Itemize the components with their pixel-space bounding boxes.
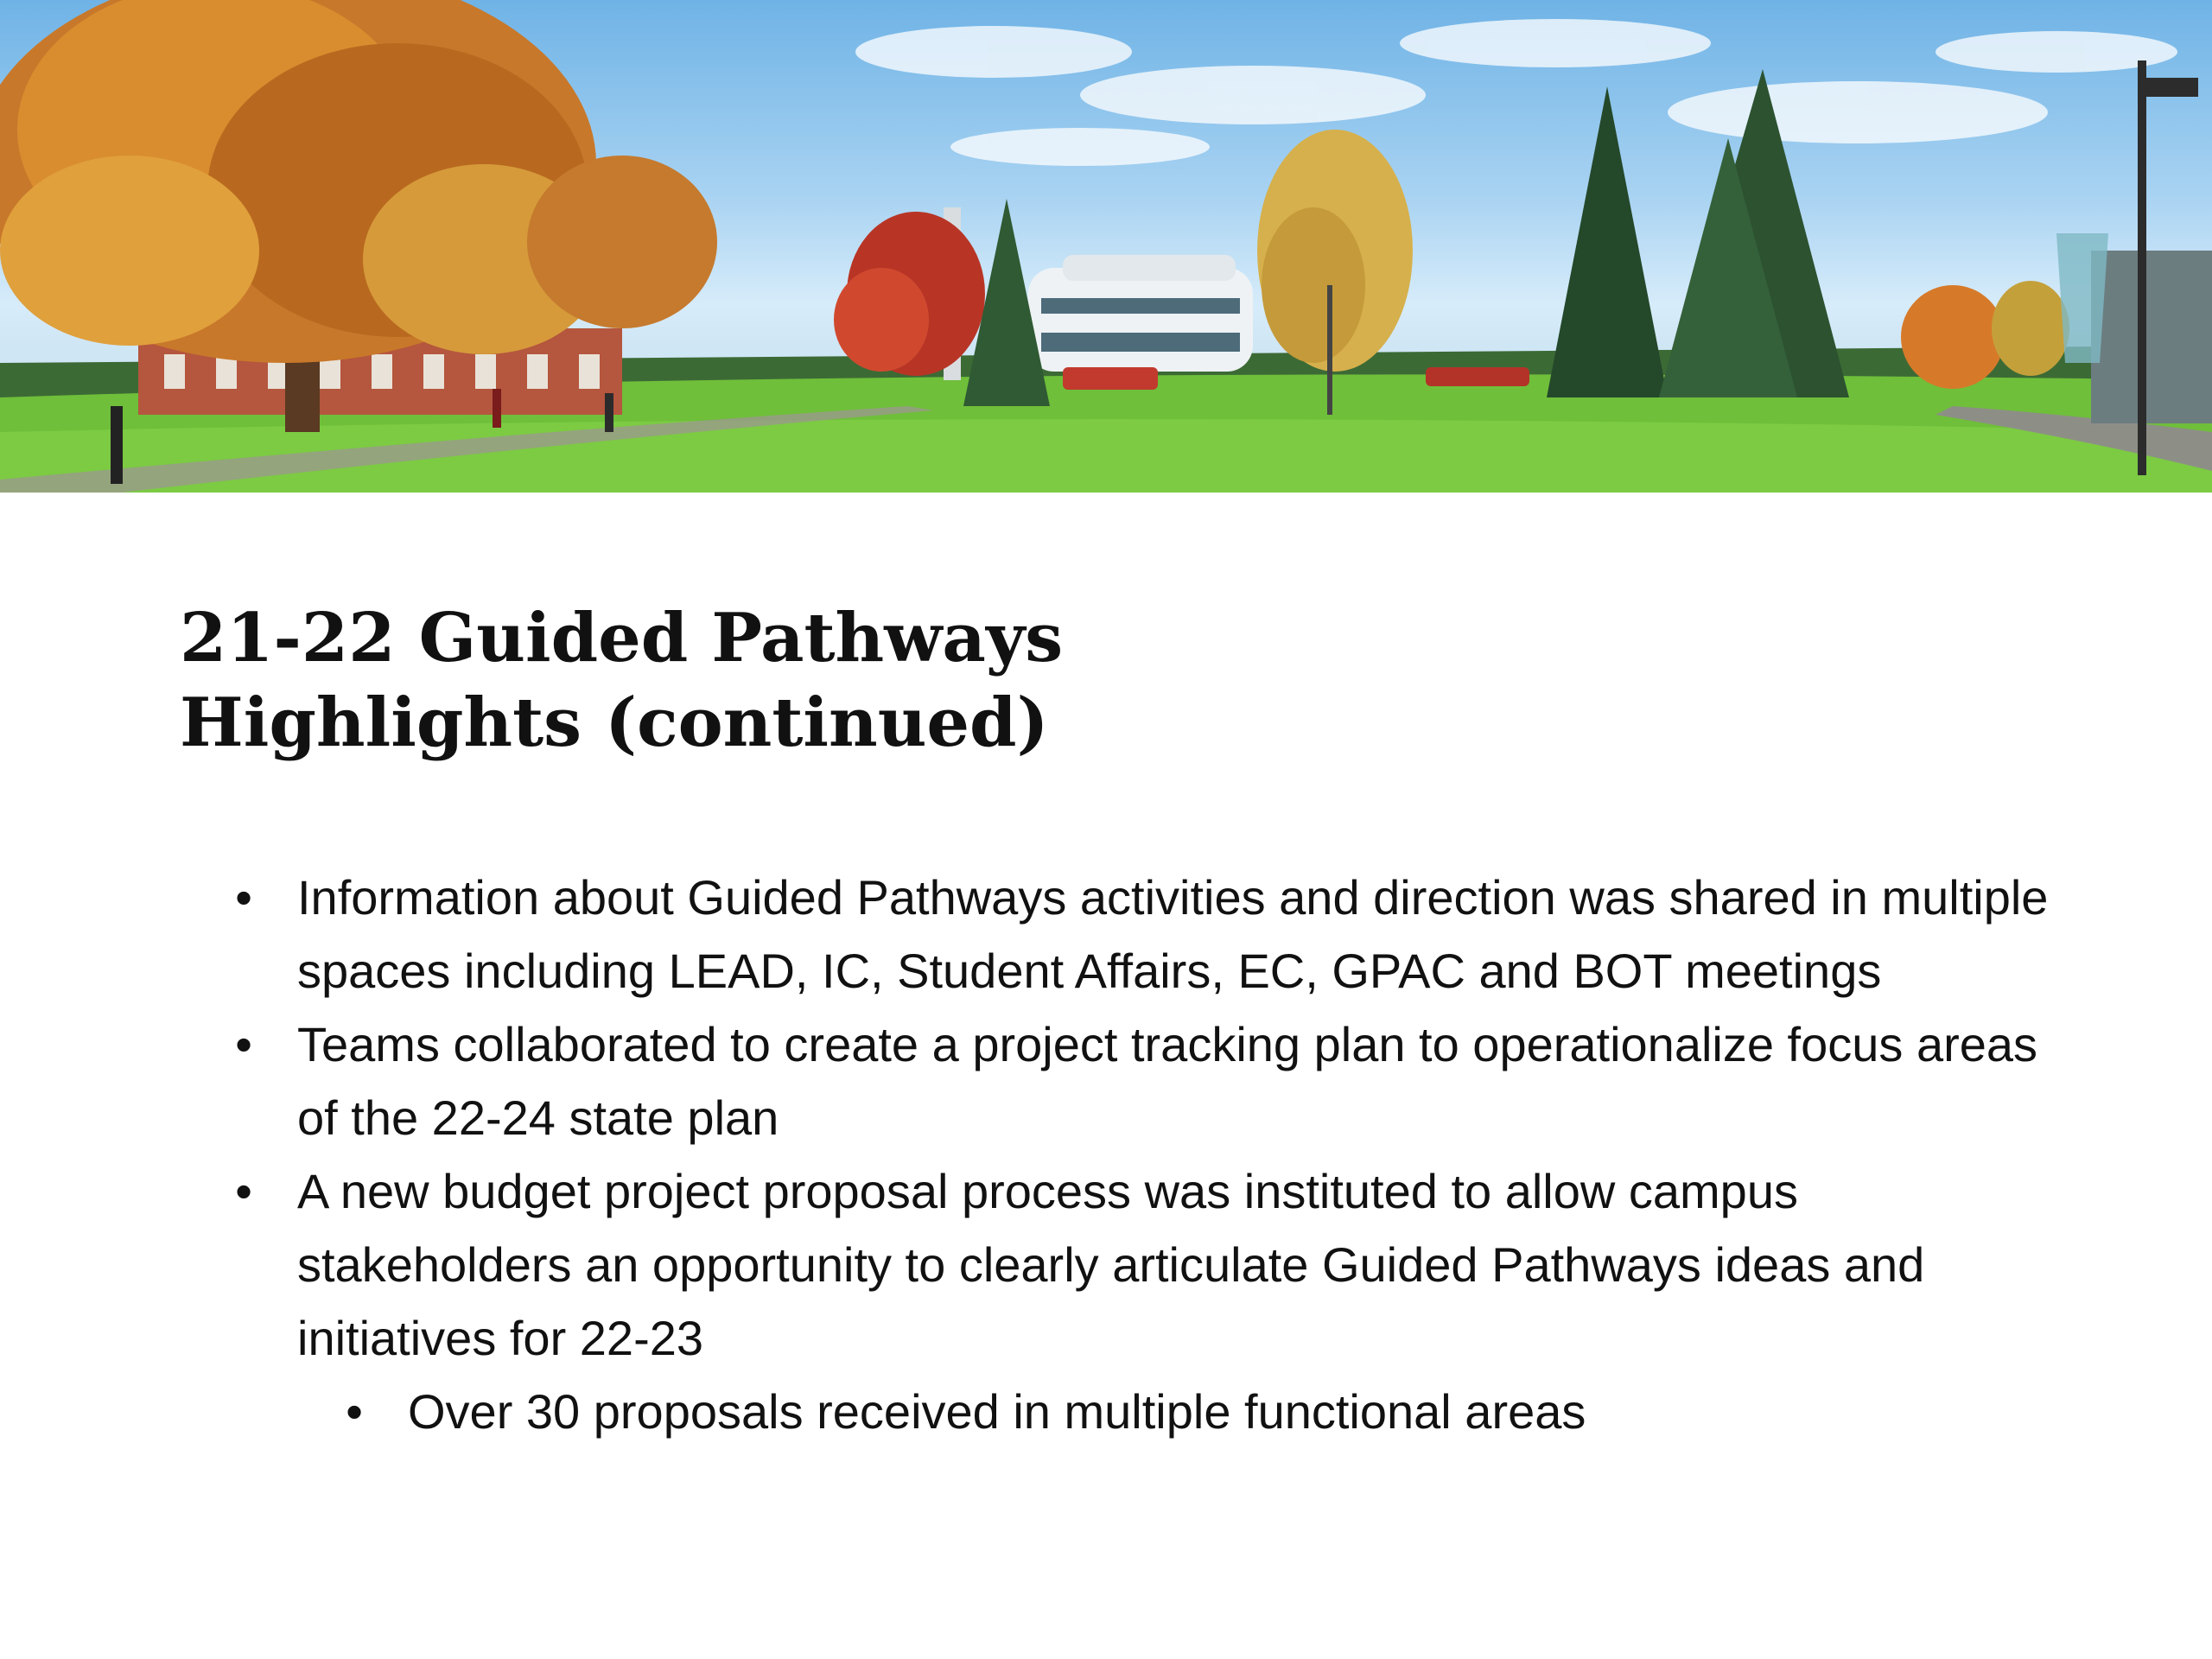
bullet-text: Teams collaborated to create a project tracking plan to operationalize focus areas of the 22-24 state plan (297, 1017, 2038, 1145)
sub-bullet-text: Over 30 proposals received in multiple functional areas (408, 1384, 1586, 1439)
slide-title-line-1: 21-22 Guided Pathways (180, 599, 1064, 677)
campus-photo-icon (0, 0, 2212, 493)
bullet-icon: • (235, 870, 252, 925)
campus-banner-image (0, 0, 2212, 493)
bullet-item (226, 861, 2084, 1007)
bullet-icon: • (235, 1017, 252, 1071)
bullet-text: A new budget project proposal process was instituted to allow campus stakeholders an opportunity to clearly articulate Guided Pathways ideas and initiatives for 22-23 (297, 1164, 1925, 1365)
bullet-icon: • (235, 1164, 252, 1218)
bullet-icon: • (346, 1384, 363, 1439)
bullet-item (226, 1154, 2084, 1375)
slide-title-line-2: Highlights (continued) (180, 683, 1049, 762)
bullet-text: Information about Guided Pathways activities and direction was shared in multiple spaces including LEAD, IC, Student Affairs, EC, GPAC and BOT meetings (297, 870, 2049, 998)
bullet-list (226, 861, 2084, 1448)
bullet-item (226, 1007, 2084, 1154)
sub-bullet-item (337, 1375, 2084, 1448)
slide-title (180, 596, 1735, 766)
